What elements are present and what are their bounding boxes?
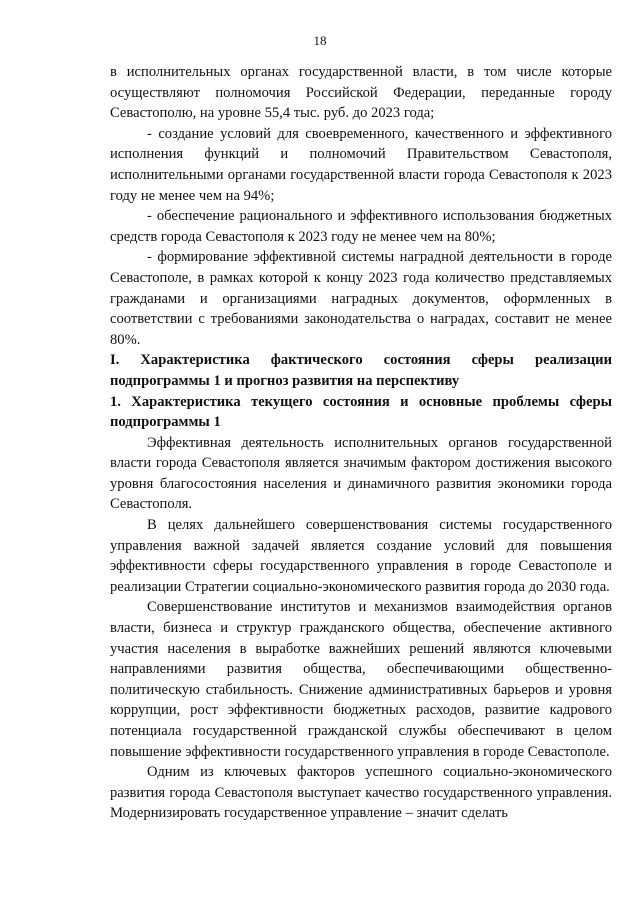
- list-item: - создание условий для своевременного, качественного и эффективного исполнения функций и полномочий Правительством Севастополя, исполнительными органами государственной власти города Севастополя к 2023 году не менее чем на 94%;: [110, 125, 612, 204]
- page-number: 18: [313, 33, 327, 48]
- paragraph: Эффективная деятельность исполнительных органов государственной власти города Севастополя является значимым фактором достижения высокого уровня благосостояния населения и динамичного развития экономики города Севастополя.: [110, 434, 612, 513]
- paragraph: Одним из ключевых факторов успешного социально-экономического развития города Севастополя выступает качество государственного управления. Модернизировать государственное управление – значит сделать: [110, 764, 612, 822]
- document-body: [110, 62, 612, 824]
- section-heading: I. Характеристика фактического состояния сферы реализации подпрограммы 1 и прогноз развития на перспективу: [110, 352, 612, 389]
- paragraph: В целях дальнейшего совершенствования системы государственного управления важной задачей является создание условий для повышения эффективности сферы государственного управления в городе Севастополе и реализации Стратегии социально-экономического развития города до 2030 года.: [110, 517, 612, 595]
- list-item: - обеспечение рационального и эффективного использования бюджетных средств города Севастополя к 2023 году не менее чем на 80%;: [110, 208, 612, 245]
- paragraph-continuation: в исполнительных органах государственной власти, в том числе которые осуществляют полномочия Российской Федерации, переданные городу Севастополю, на уровне 55,4 тыс. руб. до 2023 года;: [110, 64, 612, 122]
- subsection-heading: 1. Характеристика текущего состояния и основные проблемы сферы подпрограммы 1: [110, 393, 612, 431]
- list-item: - формирование эффективной системы наградной деятельности в городе Севастополе, в рамках которой к концу 2023 года количество представляемых гражданами и организациями наградных документов, оформленных в соответствии с требованиями законодательства о наградах, составит не менее 80%.: [110, 249, 612, 348]
- paragraph: Совершенствование институтов и механизмов взаимодействия органов власти, бизнеса и структур гражданского общества, обеспечение активного участия населения в выработке важнейших решений являются ключевыми направлениями развития общества, обеспечивающими общественно-политическую стабильность. Снижение административных барьеров и уровня коррупции, рост эффективности бюджетных расходов, развитие кадрового потенциала государственной гражданской службы обеспечивают в целом повышение эффективности государственного управления в городе Севастополе.: [110, 599, 612, 760]
